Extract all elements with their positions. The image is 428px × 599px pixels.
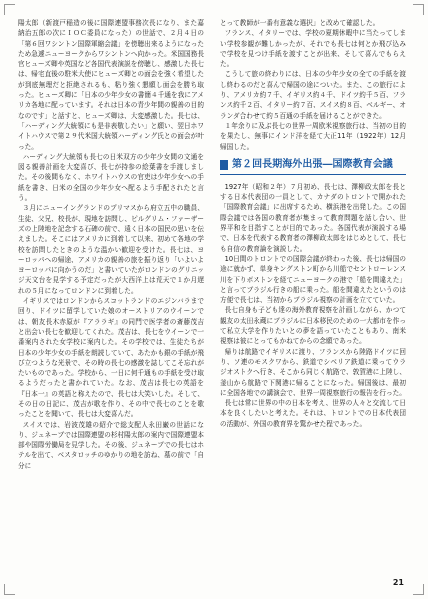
body-paragraph: スイスでは、岩波茂雄の紹介で総支配人永田巌の世話になり、ジュネーブでは国際連盟の杉村陽太郎の案内で国際連盟本部や国際労働局を見学した。その後、ジュネーブでの長七はホテルを出て、ベスタロッチのゆかりの地を訪ね、墓の前で「自分に — [18, 420, 204, 470]
body-paragraph: 長七自身も子ども達の海外教育視察を計画しながら、かつて観友の太田永蔵にブラジルに日本移民のための一大都市を作って私立大学を作りたいとの夢を語っていたこともあり、南米視察は彼にとってもかねてからの念願であった。 — [220, 306, 406, 346]
heading-marker-icon — [220, 160, 228, 170]
crop-mark-top-right — [413, 4, 424, 15]
body-paragraph: イギリスではロンドンからスコットランドのエジンバラまで回り、ドイツに留学していた娘のオーストリアのウイーンでは、朝友長木赤原が『アララギ』の同門で医学者の斎藤茂吉と出会い長七を歓迎してくれた。茂吉は、長七をウイーンで一番案内された女学校に案内した。その学校では、生徒たちが日本の少年少女の手紙を朗読していて、あたかも銀の手紙が飛び立つような光景で、その時の長七の感激を誌してこそ忘れがたいものであった。学校から、一日に何千通もの手紙を受け取るようだったと書かれていた。なお、茂吉は長七の英語を『日本一』の英語と称えたので、長七は大笑いした。そして、その日の日記に、茂吉が歌を作り、その中で長七のことを歌ったことを聞いて、長七は大変喜んだ。 — [18, 297, 204, 419]
crop-mark-bottom-right — [413, 584, 424, 595]
section-heading — [220, 158, 406, 175]
body-paragraph: １年余りに及ぶ長七の世界一周欧米視察旅行は、当初の目的を果たし、無事にインド洋を経て大正11年（1922年）12月帰国した。 — [220, 121, 406, 151]
body-paragraph: とって教師が一番有意義な選択」と改めて確認した。 — [220, 19, 380, 27]
body-paragraph: 帰りは航路でイギリスに渡り、フランスから陸路ドイツに回り、ソ連のモスクワから、鉄道でシベリア鉄道に乗ってウラジオストクへ行き、そこから同じく航路で、敦賀港に上陸し、釜山から航路で下関港に帰ることになった。帰国後は、最初に全国各地での講演会で、世界一周視察旅行の報告を行った。 — [220, 347, 406, 397]
crop-mark-top-left — [4, 4, 15, 15]
body-paragraph: 長七は常に世界の中の日本を考え、世界の人々と交流して日本を良くしたいと考えた。それは、トロントでの日本代表団の活動が、外国の教育界を驚かせた程であった。 — [220, 399, 406, 428]
page-number: 21 — [392, 578, 404, 587]
left-column — [18, 18, 204, 471]
body-paragraph: 10日間のトロントでの国際会議が終わった後、長七は帰国の途に就かず、単身キングストン町から川船でセントローレンス川を下りボストンを経てニューヨークの港で「船を間違えた」と言ってブラジル行きの船に乗った。船を間違えたというのは方便で長七は、当初からブラジル視察の計画を立てていた。 — [220, 254, 407, 305]
right-column — [220, 18, 406, 429]
body-paragraph: ハーディング大統領も長七の日米双方の少年少女間の文通を図る親善計画を大変喜び、長七が持参の絵葉書を手渡しました。その後間もなく、ホワイトハウスの官吏は少年少女への手紙を書き、日米の全国の少年少女へ配るよう手配されたと言う。 — [18, 152, 204, 203]
crop-mark-bottom-left — [4, 584, 15, 595]
body-paragraph: 陽太郎（新渡戸稲造の後に国際連盟事務次長になり、また嘉納治五郎の次にＩＯＣ委員になった）の世話で、２月４日の「第６回ワシントン国際軍縮会議」を傍聴出来るようになったため急遽ニューヨークからワシントンへ向かった。米国国務長官ヒューズ卿や英国など各国代表演説を傍聴し、感激した長七は、帰宅直後の駐米大使にヒューズ卿との面会を強く希望したが到底無理だと拒絶されるも、粘り強く懇願し面会を勝ち取った。ヒューズ卿に「日本の少年少女の書簡４千通を我にアメリカ各地に配っています。それは日本の青少年間の親善の目的なのです」と話すと、ヒューズ卿は、大変感激した。長七は、「ハーディング大統領にも是非表敬したい」と願い、翌日ホワイトハウスで第２９代米国大統領ハーディング氏との面会が叶った。 — [18, 19, 204, 151]
body-paragraph: フランス、イタリーでは、学校の夏期休暇中に当たってしまい学校参観が難しかったが、それでも長七は何とか飛び込みで学校を見つけ手紙を渡すことが出来、そして喜んでもらえた。 — [220, 29, 406, 69]
section-heading-text: 第２回長期海外出張―国際教育会議 — [232, 158, 393, 170]
body-paragraph: ３月にニューイングランドのプリマスから府立五中の職員、生徒、父兄、校長が、現地を訪問し、ピルグリム・ファーザーズの上陸地を記念する石碑の前で、遠く日本の国民の思いを伝えました。そこにはアメリカに到着して以来、初めて各地の学校を訪問したときのような温かい歓迎を受けた。長七は、ヨーロッパへの帰途、アメリカの親善の旅を振り返り「いよいよヨーロッパに向かうのだ」と書いていたがロンドンのグリニッジ天文台を見学する予定だったが大西洋上は荒天で１か月遅れの５月になってロンドンに到着した。 — [18, 204, 204, 295]
body-paragraph: こうして旅の終わりには、日本の少年少女の全ての手紙を渡し終わるのだと喜んで帰国の途についた。また、この旅行により、アメリカ約７千、イギリス約４千、ドイツ約千５百、フランス約千２百、イタリー約７百、スイス約８百、ベルギー、オランダ合わせて約５百通の手紙を届けることができた。 — [220, 70, 406, 120]
body-paragraph: 1927年（昭和２年）７月初め、長七は、澤柳政太郎を長とする日本代表団の一員として、カナダのトロントで開かれた「国際教育会議」に出席するため、横浜港を出発した。この国際会議では各国の教育者が集まって教育問題を話し合い、世界平和を目指すことが目的であった。各国代表が演説する場で、日本を代表する教育者の澤柳政太郎をはじめとして、長七も自信の教育論を演説した。 — [220, 182, 406, 253]
